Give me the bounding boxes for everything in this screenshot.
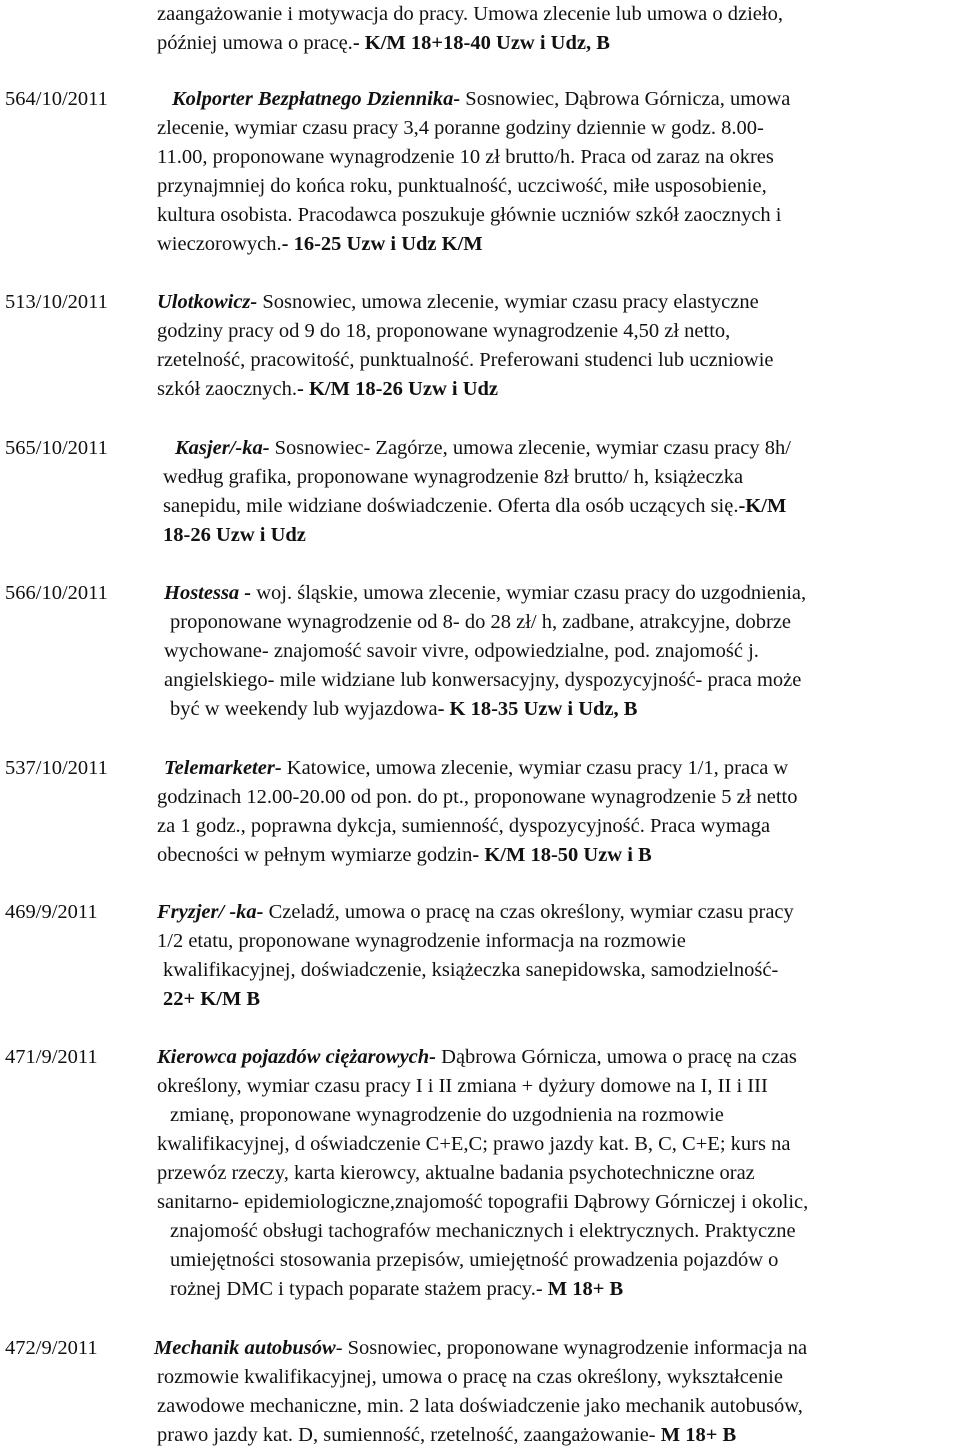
offer-line: godziny pracy od 9 do 18, proponowane wynagrodzenie 4,50 zł netto, bbox=[157, 320, 731, 342]
offer-line: kwalifikacyjnej, d oświadczenie C+E,C; prawo jazdy kat. B, C, C+E; kurs na bbox=[157, 1133, 791, 1155]
offer-line: zawodowe mechaniczne, min. 2 lata doświadczenie jako mechanik autobusów, bbox=[157, 1395, 803, 1417]
offer-line: szkół zaocznych.- K/M 18-26 Uzw i Udz bbox=[157, 378, 499, 400]
offer-number: 564/10/2011 bbox=[5, 88, 108, 110]
offer-title: Kolporter Bezpłatnego Dziennika- bbox=[172, 88, 461, 110]
offer-number: 566/10/2011 bbox=[5, 582, 108, 604]
offer-line: wychowane- znajomość savoir vivre, odpowiedzialne, pod. znajomość j. bbox=[164, 640, 759, 662]
offer-code: 22+ K/M B bbox=[163, 988, 261, 1010]
offer-line: przynajmniej do końca roku, punktualność, uczciwość, miłe usposobienie, bbox=[157, 175, 767, 197]
offer-title: Kasjer/-ka- bbox=[175, 437, 270, 459]
offer-line: być w weekendy lub wyjazdowa- K 18-35 Uzw i Udz, B bbox=[170, 698, 638, 720]
offer-number: 565/10/2011 bbox=[5, 437, 108, 459]
offer-line: zmianę, proponowane wynagrodzenie do uzgodnienia na rozmowie bbox=[170, 1104, 724, 1126]
offer-title: Telemarketer- bbox=[164, 757, 282, 779]
offer-code: M 18+ B bbox=[655, 1424, 737, 1446]
offer-number: 472/9/2011 bbox=[5, 1337, 98, 1359]
offer-code: - 16-25 Uzw i Udz K/M bbox=[281, 233, 483, 255]
offer-line: Telemarketer- Katowice, umowa zlecenie, wymiar czasu pracy 1/1, praca w bbox=[164, 757, 789, 779]
offer-line bbox=[163, 985, 260, 1014]
offer-line: znajomość obsługi tachografów mechanicznych i elektrycznych. Praktyczne bbox=[170, 1220, 796, 1242]
offer-line: według grafika, proponowane wynagrodzenie 8zł brutto/ h, książeczka bbox=[163, 466, 744, 488]
offer-line: 1/2 etatu, proponowane wynagrodzenie informacja na rozmowie bbox=[157, 930, 686, 952]
offer-number: 513/10/2011 bbox=[5, 291, 108, 313]
offer-line: Kierowca pojazdów ciężarowych- Dąbrowa Górnicza, umowa o pracę na czas bbox=[157, 1046, 797, 1068]
offer-line: przewóz rzeczy, karta kierowcy, aktualne badania psychotechniczne oraz bbox=[157, 1162, 755, 1184]
offer-line: Fryzjer/ -ka- Czeladź, umowa o pracę na czas określony, wymiar czasu pracy bbox=[157, 901, 794, 923]
intro-line: później umowa o pracę.- K/M 18+18-40 Uzw i Udz, B bbox=[157, 32, 610, 54]
offer-line: godzinach 12.00-20.00 od pon. do pt., proponowane wynagrodzenie 5 zł netto bbox=[157, 786, 798, 808]
offer-line: za 1 godz., poprawna dykcja, sumienność, dyspozycyjność. Praca wymaga bbox=[157, 815, 771, 837]
offer-title: Mechanik autobusów bbox=[154, 1337, 336, 1359]
offer-line bbox=[163, 521, 306, 550]
offer-line: Hostessa - woj. śląskie, umowa zlecenie, wymiar czasu pracy do uzgodnienia, bbox=[164, 582, 807, 604]
offer-code: - K/M 18-50 Uzw i B bbox=[472, 844, 652, 866]
offer-line: Ulotkowicz- Sosnowiec, umowa zlecenie, wymiar czasu pracy elastyczne bbox=[157, 291, 759, 313]
offer-title: Ulotkowicz- bbox=[157, 291, 258, 313]
offer-code: M 18+ B bbox=[542, 1278, 624, 1300]
offer-title: Fryzjer/ -ka- bbox=[157, 901, 264, 923]
offer-line: rożnej DMC i typach poparate stażem pracy.- M 18+ B bbox=[170, 1278, 624, 1300]
offer-line: rozmowie kwalifikacyjnej, umowa o pracę na czas określony, wykształcenie bbox=[157, 1366, 783, 1388]
offer-number: 471/9/2011 bbox=[5, 1046, 98, 1068]
offer-line: 11.00, proponowane wynagrodzenie 10 zł brutto/h. Praca od zaraz na okres bbox=[157, 146, 774, 168]
offer-line: kultura osobista. Pracodawca poszukuje głównie uczniów szkół zaocznych i bbox=[157, 204, 782, 226]
offer-line: umiejętności stosowania przepisów, umiejętność prowadzenia pojazdów o bbox=[170, 1249, 779, 1271]
offer-line: zlecenie, wymiar czasu pracy 3,4 poranne godziny dziennie w godz. 8.00- bbox=[157, 117, 764, 139]
offer-line: obecności w pełnym wymiarze godzin- K/M 18-50 Uzw i B bbox=[157, 844, 652, 866]
offer-code: - K/M 18+18-40 Uzw i Udz, B bbox=[352, 32, 610, 54]
offer-title: Kierowca pojazdów ciężarowych- bbox=[157, 1046, 437, 1068]
offer-code: - K/M 18-26 Uzw i Udz bbox=[297, 378, 499, 400]
offer-line: sanepidu, mile widziane doświadczenie. Oferta dla osób uczących się.-K/M bbox=[163, 495, 787, 517]
offer-number: 469/9/2011 bbox=[5, 901, 98, 923]
offer-code-cont: 18-26 Uzw i Udz bbox=[163, 524, 306, 546]
offer-title: Hostessa - bbox=[164, 582, 252, 604]
offer-line: Mechanik autobusów- Sosnowiec, proponowane wynagrodzenie informacja na bbox=[154, 1337, 808, 1359]
offer-line: Kolporter Bezpłatnego Dziennika- Sosnowiec, Dąbrowa Górnicza, umowa bbox=[172, 88, 791, 110]
offer-line: określony, wymiar czasu pracy I i II zmiana + dyżury domowe na I, II i III bbox=[157, 1075, 768, 1097]
offer-line: prawo jazdy kat. D, sumienność, rzetelność, zaangażowanie- M 18+ B bbox=[157, 1424, 737, 1446]
offer-number: 537/10/2011 bbox=[5, 757, 108, 779]
offer-line: proponowane wynagrodzenie od 8- do 28 zł/ h, zadbane, atrakcyjne, dobrze bbox=[170, 611, 792, 633]
offer-line: sanitarno- epidemiologiczne,znajomość topografii Dąbrowy Górniczej i okolic, bbox=[157, 1191, 809, 1213]
offer-line: kwalifikacyjnej, doświadczenie, książeczka sanepidowska, samodzielność- bbox=[163, 959, 779, 981]
offer-line: angielskiego- mile widziane lub konwersacyjny, dyspozycyjność- praca może bbox=[164, 669, 802, 691]
offer-code: -K/M bbox=[738, 495, 787, 517]
offer-line: rzetelność, pracowitość, punktualność. Preferowani studenci lub uczniowie bbox=[157, 349, 774, 371]
offer-line: wieczorowych.- 16-25 Uzw i Udz K/M bbox=[157, 233, 483, 255]
offer-code: - K 18-35 Uzw i Udz, B bbox=[437, 698, 638, 720]
offer-line: Kasjer/-ka- Sosnowiec- Zagórze, umowa zlecenie, wymiar czasu pracy 8h/ bbox=[175, 437, 791, 459]
intro-line: zaangażowanie i motywacja do pracy. Umowa zlecenie lub umowa o dzieło, bbox=[157, 3, 783, 25]
